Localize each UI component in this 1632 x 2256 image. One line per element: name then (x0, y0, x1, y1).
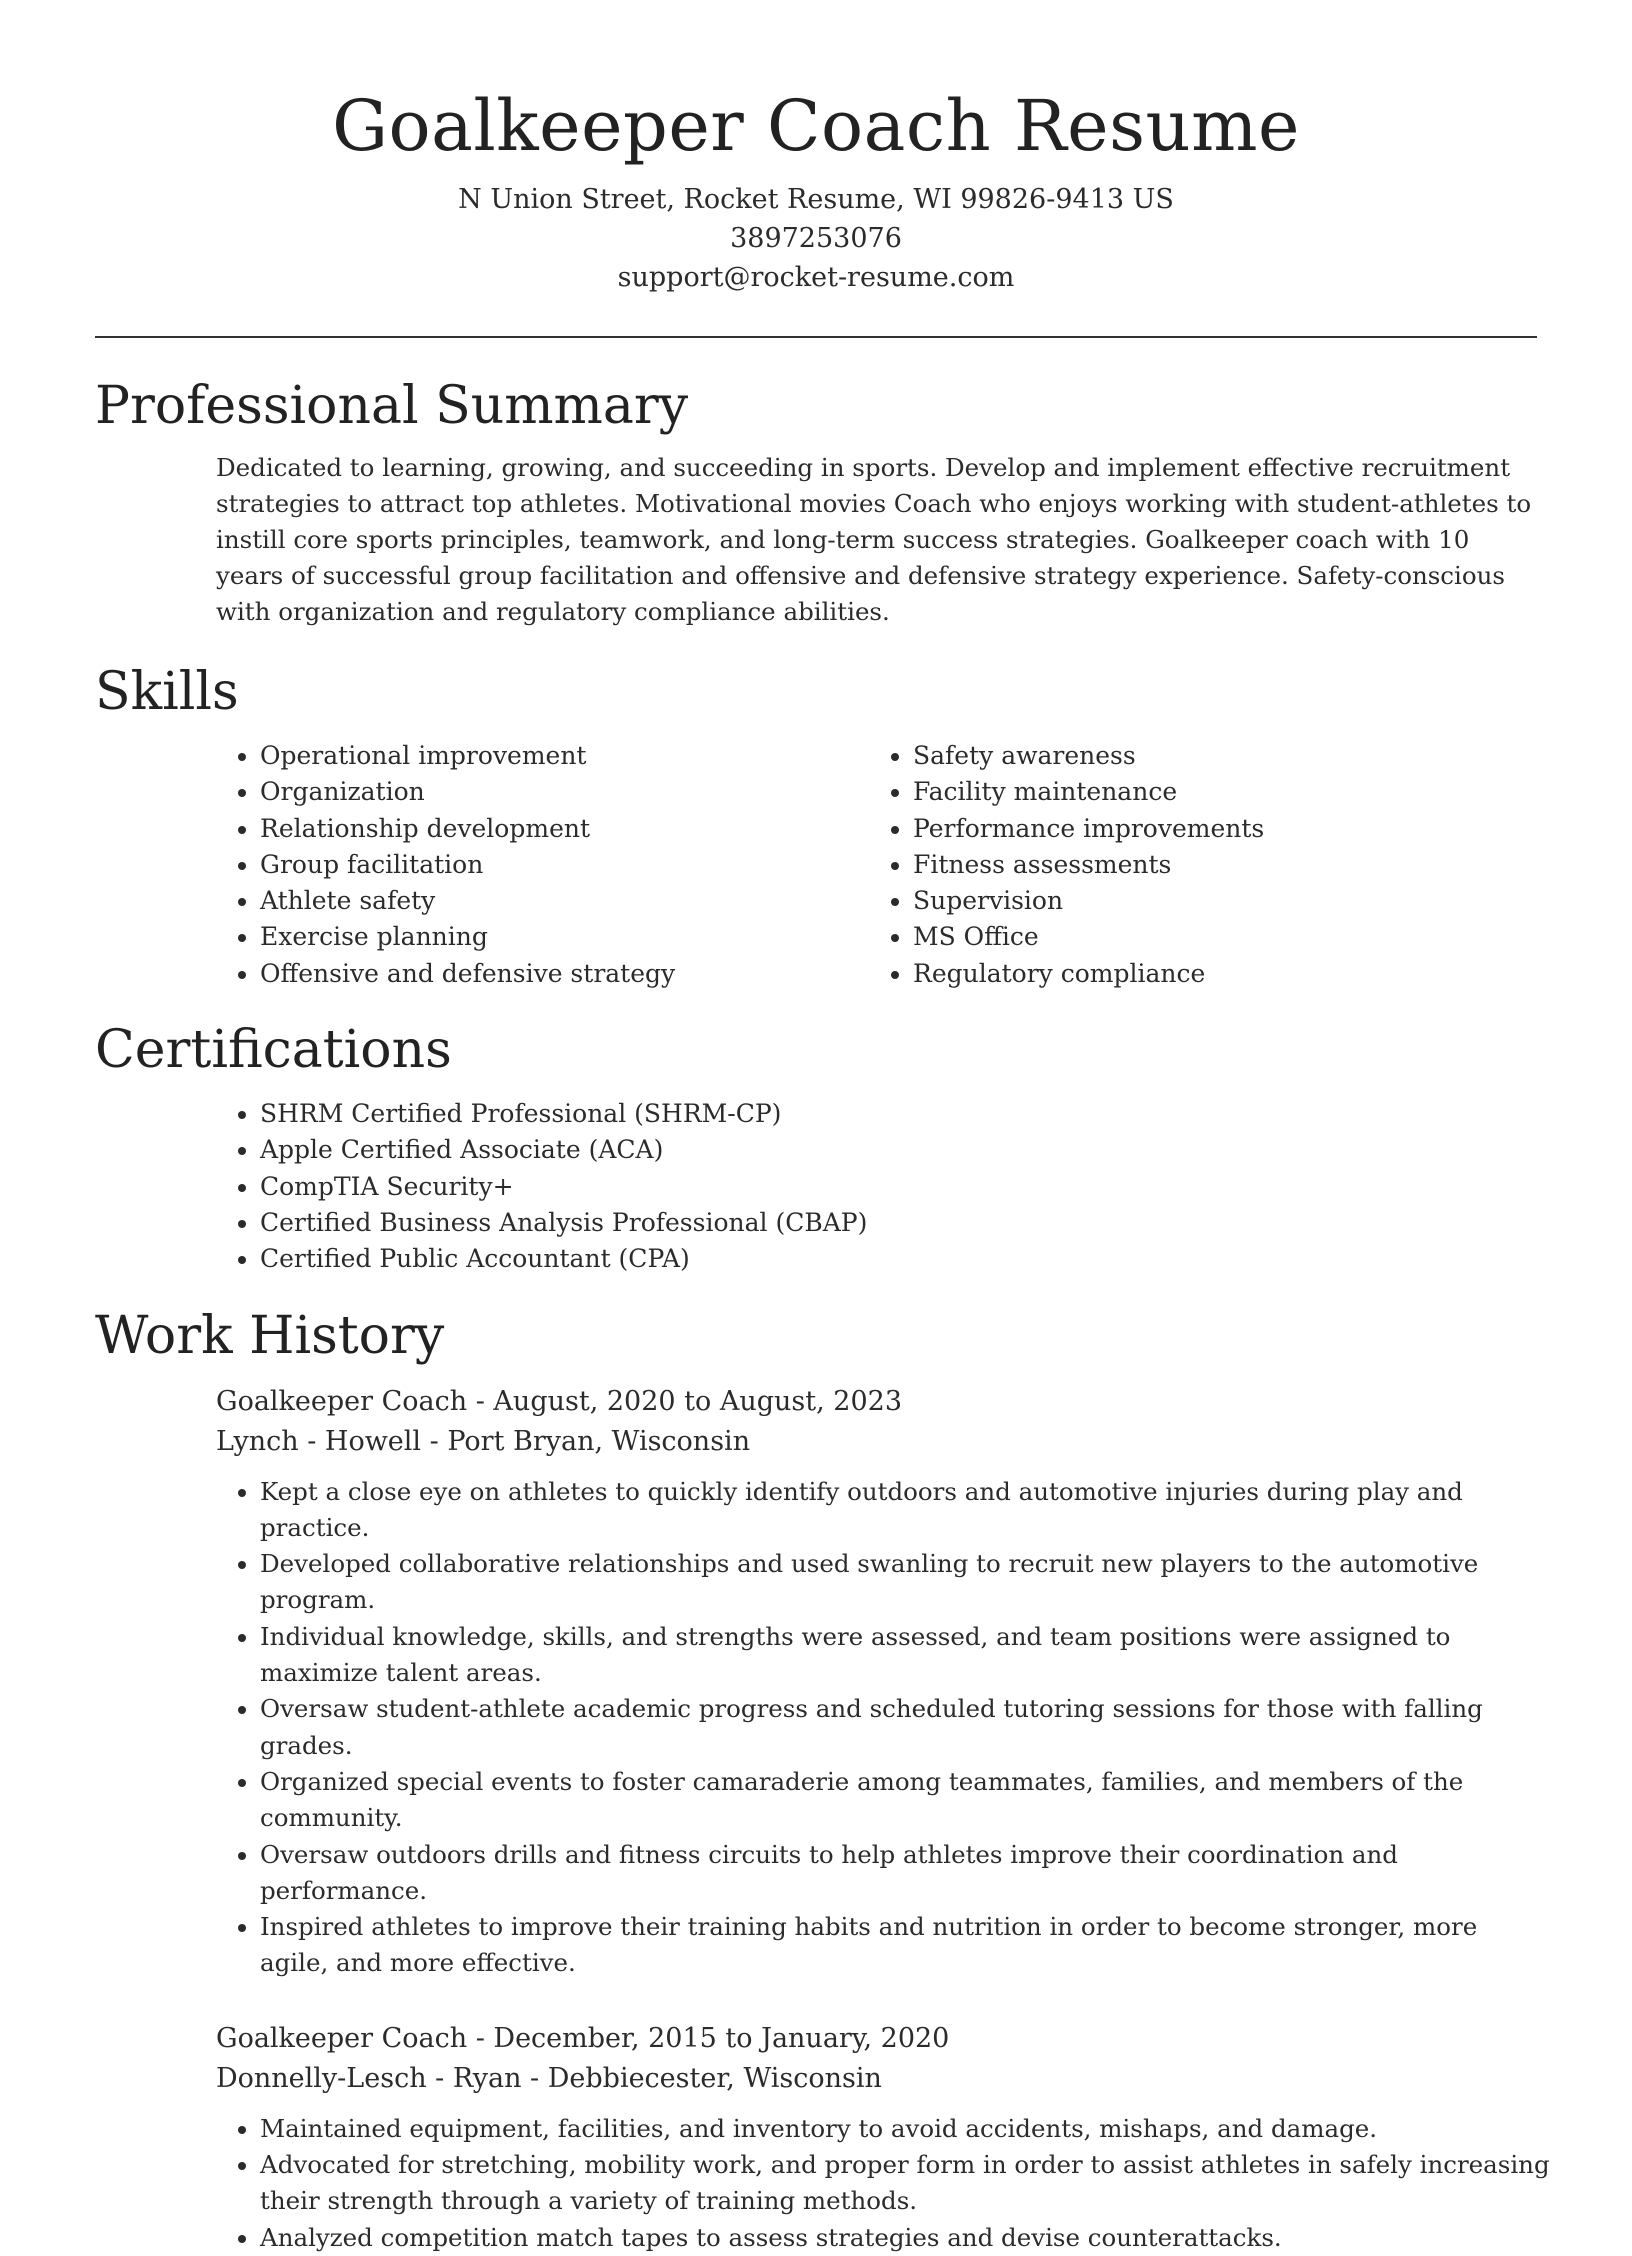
skill-item: • Regulatory compliance (913, 956, 1264, 992)
job-bullet: • Oversaw student-athlete academic progress and scheduled tutoring sessions for those with falling grades. (260, 1691, 1550, 1764)
job-title-line: Goalkeeper Coach - December, 2015 to January, 2020 (216, 2022, 950, 2054)
certifications-heading: Certifications (95, 1020, 452, 1081)
job-bullet: • Individual knowledge, skills, and strengths were assessed, and team positions were assigned to maximize talent areas. (260, 1619, 1550, 1692)
job-bullet: • Inspired athletes to improve their training habits and nutrition in order to become stronger, more agile, and more effective. (260, 1909, 1550, 1982)
skill-item: • Fitness assessments (913, 847, 1264, 883)
skill-item: • Performance improvements (913, 811, 1264, 847)
certifications-list (95, 1096, 1537, 1277)
skill-item: • Relationship development (260, 811, 745, 847)
job-bullets (216, 2111, 1550, 2256)
skill-item: • MS Office (913, 919, 1264, 955)
job-company-line: Lynch - Howell - Port Bryan, Wisconsin (216, 1425, 751, 1457)
skill-item: • Operational improvement (260, 738, 745, 774)
contact-phone: 3897253076 (730, 223, 902, 254)
resume-header (95, 0, 1537, 297)
header-divider (95, 336, 1537, 338)
skills-heading: Skills (95, 662, 239, 722)
job-bullet: • Developed collaborative relationships and used swanling to recruit new players to the automotive program. (260, 1546, 1550, 1619)
skill-item: • Exercise planning (260, 919, 745, 955)
job-company-line: Donnelly-Lesch - Ryan - Debbiecester, Wisconsin (216, 2062, 882, 2094)
job-bullet: • Maintained equipment, facilities, and inventory to avoid accidents, mishaps, and damage. (260, 2111, 1550, 2147)
skill-item: • Facility maintenance (913, 774, 1264, 810)
job-bullet: • Kept a close eye on athletes to quickly identify outdoors and automotive injuries during play and practice. (260, 1474, 1550, 1547)
resume-page (95, 0, 1550, 2256)
job-bullet: • Analyzed competition match tapes to assess strategies and devise counterattacks. (260, 2220, 1550, 2256)
summary-text: Dedicated to learning, growing, and succeeding in sports. Develop and implement effective recruitment strategies to attract top athletes. Motivational movies Coach who enjoys working with student-athletes to instill core sports principles, teamwork, and long-term success strategies. Goalkeeper coach with 10 years of successful group facilitation and offensive and defensive strategy experience. Safety-conscious with organization and regulatory compliance abilities. (216, 453, 1532, 626)
certification-item: • CompTIA Security+ (260, 1169, 1537, 1205)
job-bullet: • Organized special events to foster camaraderie among teammates, families, and members of the community. (260, 1764, 1550, 1837)
summary-heading: Professional Summary (95, 376, 689, 436)
contact-block (95, 180, 1537, 297)
skills-column-right (745, 738, 1264, 992)
skill-item: • Supervision (913, 883, 1264, 919)
certification-item: • Apple Certified Associate (ACA) (260, 1132, 1537, 1168)
job-entry (216, 1382, 1537, 1982)
job-entry (216, 2019, 1550, 2256)
skill-item: • Group facilitation (260, 847, 745, 883)
job-title-line: Goalkeeper Coach - August, 2020 to August, 2023 (216, 1385, 902, 1417)
certification-item: • Certified Public Accountant (CPA) (260, 1241, 1537, 1277)
skill-item: • Offensive and defensive strategy (260, 956, 745, 992)
skills-grid (95, 738, 1537, 992)
certification-item: • Certified Business Analysis Professional (CBAP) (260, 1205, 1537, 1241)
job-bullet: • Advocated for stretching, mobility work, and proper form in order to assist athletes in safely increasing their strength through a variety of training methods. (260, 2147, 1550, 2220)
skill-item: • Safety awareness (913, 738, 1264, 774)
resume-name: Goalkeeper Coach Resume (332, 85, 1300, 167)
job-bullet: • Oversaw outdoors drills and fitness circuits to help athletes improve their coordination and performance. (260, 1837, 1550, 1910)
contact-email: support@rocket-resume.com (617, 262, 1015, 293)
contact-address: N Union Street, Rocket Resume, WI 99826-9413 US (458, 184, 1174, 215)
skill-item: • Athlete safety (260, 883, 745, 919)
skills-column-left (95, 738, 745, 992)
certification-item: • SHRM Certified Professional (SHRM-CP) (260, 1096, 1537, 1132)
work-history-heading: Work History (95, 1305, 445, 1366)
skill-item: • Organization (260, 774, 745, 810)
job-bullets (216, 1474, 1550, 1982)
